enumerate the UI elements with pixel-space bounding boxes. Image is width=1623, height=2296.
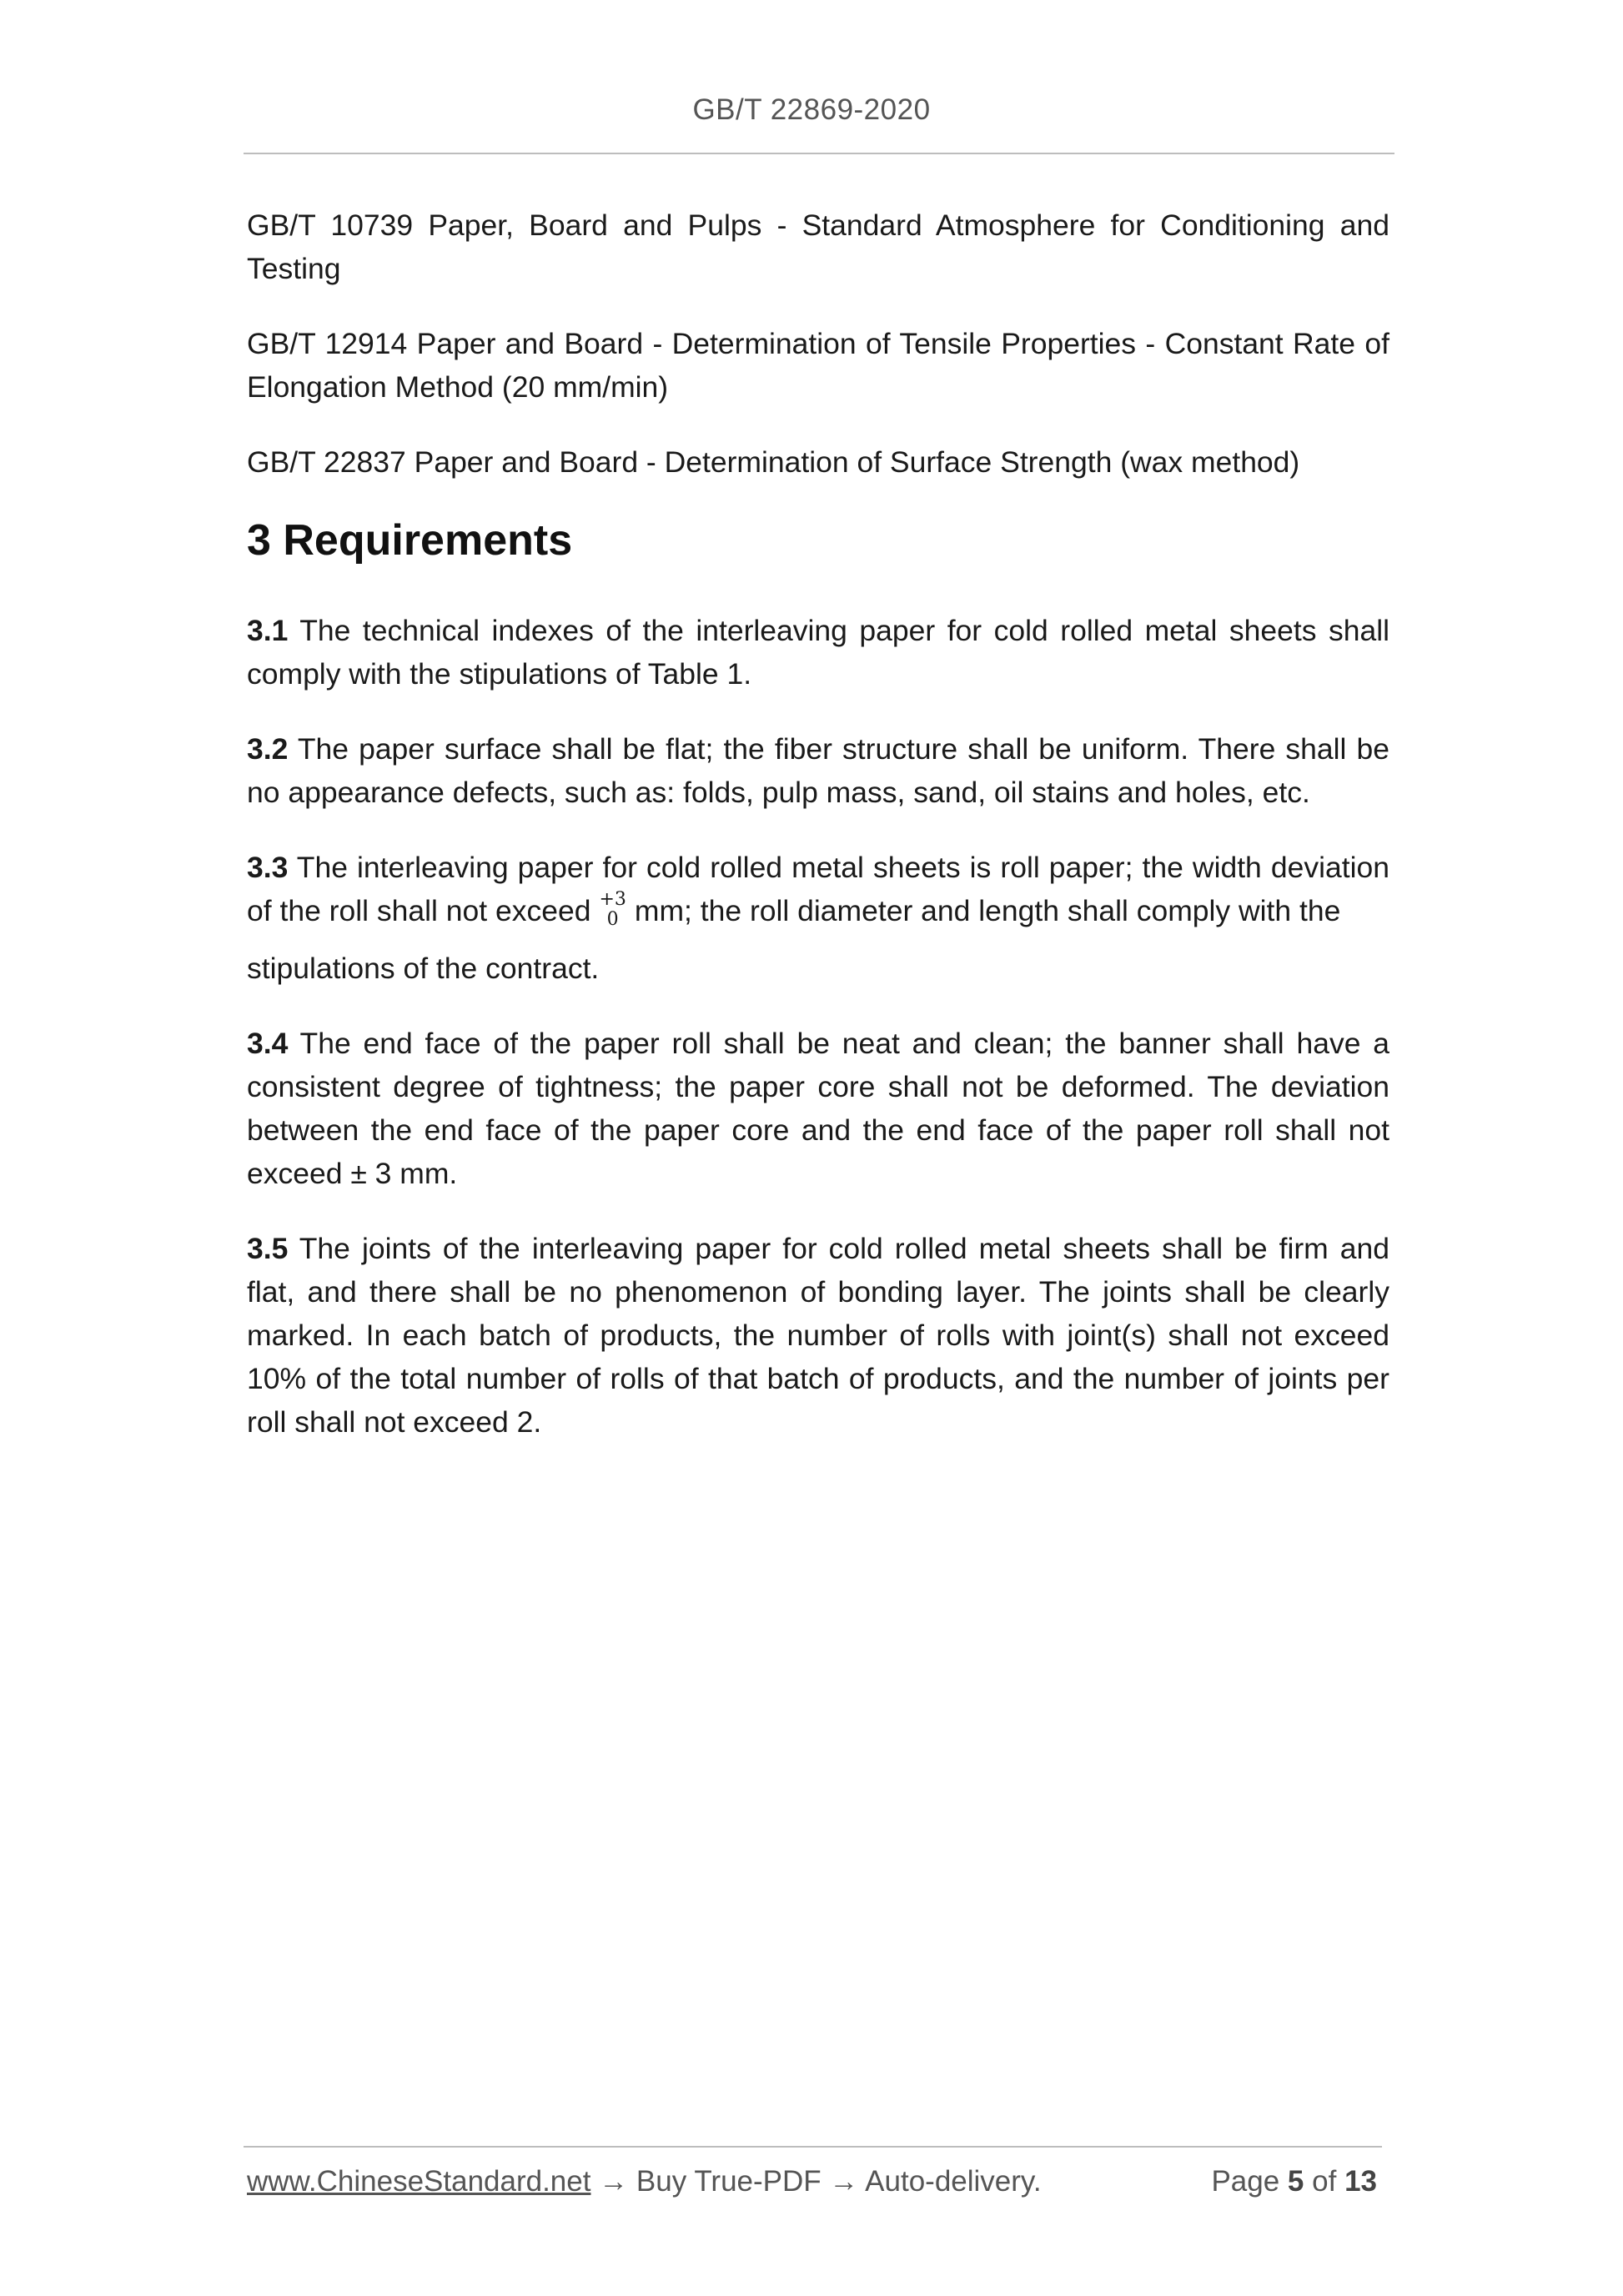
clause-number: 3.2 <box>247 732 289 766</box>
clause-number: 3.3 <box>247 851 289 884</box>
header-divider <box>244 153 1394 154</box>
clause-number: 3.1 <box>247 614 289 647</box>
clause-number: 3.5 <box>247 1231 289 1265</box>
page-of: of <box>1312 2165 1337 2198</box>
clause-text: mm; the roll diameter and length shall comply with the <box>634 894 1341 927</box>
footer-tagline: → Buy True-PDF → Auto-delivery. <box>599 2165 1042 2198</box>
clause-text: The end face of the paper roll shall be neat and clean; the banner shall have a consistent degree of tightness; the paper core shall not be deformed. The deviation between the end face of the paper core and the end face of the paper roll shall not exceed ± 3 mm. <box>247 1026 1389 1190</box>
clause-3-2 <box>247 727 1389 814</box>
tolerance-notation <box>599 890 626 930</box>
page-footer <box>247 2165 1382 2198</box>
website-link[interactable]: www.ChineseStandard.net <box>247 2165 591 2198</box>
page-current: 5 <box>1287 2165 1304 2198</box>
section-heading: 3 Requirements <box>247 516 573 565</box>
page-number <box>1211 2165 1377 2198</box>
page-content <box>247 203 1389 1475</box>
clause-text: The paper surface shall be flat; the fiber structure shall be uniform. There shall be no appearance defects, such as: folds, pulp mass, sand, oil stains and holes, etc. <box>247 732 1389 809</box>
reference-item: GB/T 22837 Paper and Board - Determination of Surface Strength (wax method) <box>247 445 1300 479</box>
clause-text: The interleaving paper for cold rolled metal sheets is roll paper; the width deviation of the roll shall not exceed <box>247 851 1389 927</box>
clause-3-1 <box>247 609 1389 696</box>
clause-number: 3.4 <box>247 1026 289 1060</box>
reference-item: GB/T 10739 Paper, Board and Pulps - Standard Atmosphere for Conditioning and Testing <box>247 208 1389 285</box>
clause-text: The technical indexes of the interleaving paper for cold rolled metal sheets shall comply with the stipulations of Table 1. <box>247 614 1389 691</box>
header-title: GB/T 22869-2020 <box>692 93 931 126</box>
clause-text: The joints of the interleaving paper for cold rolled metal sheets shall be firm and flat, and there shall be no phenomenon of bonding layer. The joints shall be clearly marked. In each batch of products, the number of rolls with joint(s) shall not exceed 10% of the total number of rolls of that batch of products, and the number of joints per roll shall not exceed 2. <box>247 1231 1389 1439</box>
page-total: 13 <box>1344 2165 1377 2198</box>
clause-3-3 <box>247 846 1389 990</box>
reference-item: GB/T 12914 Paper and Board - Determination of Tensile Properties - Constant Rate of Elongation Method (20 mm/min) <box>247 327 1389 404</box>
clause-text: stipulations of the contract. <box>247 951 600 985</box>
footer-divider <box>244 2146 1382 2148</box>
tolerance-upper: +3 <box>599 888 626 910</box>
footer-left <box>247 2165 1042 2198</box>
clause-3-5 <box>247 1227 1389 1444</box>
page-label: Page <box>1211 2165 1280 2198</box>
clause-3-4 <box>247 1022 1389 1195</box>
tolerance-lower: 0 <box>606 908 619 930</box>
